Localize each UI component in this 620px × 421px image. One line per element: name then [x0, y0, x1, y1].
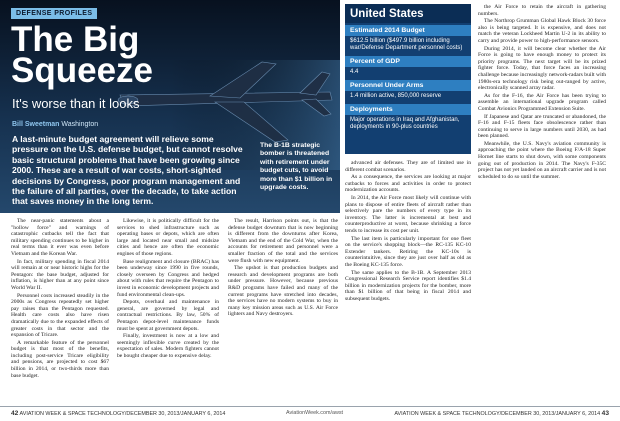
article-title — [11, 20, 153, 90]
body-column-4 — [345, 160, 471, 404]
paragraph: In fact, military spending in fiscal 2014 will remain at or near historic highs for the Pentagon: the base budget, adjusted for inflation, is higher than at any point since World War II. — [11, 258, 109, 291]
footer-left-text: AVIATION WEEK & SPACE TECHNOLOGY/DECEMBER 30, 2013/JANUARY 6, 2014 — [19, 411, 226, 417]
page-number-right: 43 — [601, 410, 609, 417]
paragraph: The upshot is that production budgets and research and development programs are both under pressure. However, because previous R&D programs have failed and many of the current programs have stretched into decades, the services have no modern systems to buy in many key mission areas such as U.S. Air Force lighters and Navy destroyers. — [228, 265, 338, 318]
paragraph: Personnel costs increased steadily in the 2000s as Congress repeatedly set higher pay raises than the Pentagon requested. Health care costs also have risen dramatically due to the expanded effects of greater costs in that sector and the expansion of Tricare. — [11, 292, 109, 339]
body-column-1 — [11, 218, 109, 404]
fact-value-budget: $612.5 billion ($497.9 billion including war/Defense Department personnel costs) — [350, 38, 463, 51]
paragraph: In 2014, the Air Force most likely will continue with plans to dispose of entire fleets of aircraft rather than selectively pare the numbers of every type in its inventory. The latter is incremental at best and counterproductive at worst, because shrinking a force tends to increase its cost per unit. — [345, 194, 471, 234]
section-tag: DEFENSE PROFILES — [11, 8, 97, 19]
paragraph: If Japanese and Qatar are truncated or abandoned, the F-16 and F-15 fleets face obsolescence rather than continuing to serve in large numbers until 2030, as had been planned. — [478, 113, 606, 140]
fact-label-gdp: Percent of GDP — [345, 56, 471, 67]
page-footer — [0, 406, 620, 421]
fact-box-title: United States — [345, 4, 471, 23]
paragraph: the Air Force to retain the aircraft in gathering numbers. — [478, 4, 606, 17]
byline-author: Bill Sweetman — [12, 121, 60, 128]
paragraph: Base realignment and closure (BRAC) has been underway since 1990 in five rounds, closely overseen by Congress and hedged about with rules that require the Pentagon to invest in economic development projects and fund environmental clean-ups. — [117, 258, 219, 298]
body-column-3 — [228, 218, 338, 404]
paragraph: As for the F-16, the Air Force has been trying to assemble an international upgrade program called Combat Avionics Programmed Extension Suite. — [478, 92, 606, 112]
footer-left — [11, 410, 225, 417]
page-number-left: 42 — [11, 410, 19, 417]
hero-banner — [0, 0, 340, 213]
paragraph: The last item is particularly important for one fleet on the service's shopping block—the RC-135 KC-10 Extender tankers. Retiring the KC-10s is counterintuitive, since they are just over half as old as the Boeing KC-135 force. — [345, 235, 471, 268]
paragraph: As a consequence, the services are looking at major cutbacks to forces and activities in order to protect modernization accounts. — [345, 174, 471, 194]
paragraph: Depots, overhaul and maintenance in general, are governed by legal and contractual restrictions. By law, 50% of Pentagon depot-level maintenance funds must be spent at government depots. — [117, 299, 219, 332]
body-column-2 — [117, 218, 219, 404]
title-line-2: Squeeze — [11, 51, 153, 90]
article-deck: It's worse than it looks — [12, 96, 140, 111]
fact-label-personnel: Personnel Under Arms — [345, 80, 471, 91]
paragraph: A remarkable feature of the personnel budget is that most of the benefits, including post-service Tricare eligibility and pensions, are projected to cost $67 billion in 2014, or two-thirds more than base budget. — [11, 339, 109, 379]
footer-right — [394, 410, 609, 417]
byline-location: Washington — [61, 121, 99, 128]
paragraph: During 2014, it will become clear whether the Air Force is going to have enough money to protect its priority programs. The next target will be its prized fighter force. Today, that force faces an increasing challenge because increasingly network-radars built with 1980s-era technology risk being out-ranged by active, electronically scanned array radar. — [478, 45, 606, 92]
title-line-1: The Big — [11, 20, 140, 59]
article-lede: A last-minute budget agreement will relieve some pressure on the U.S. defense budget, but cannot resolve basic structural problems that have been growing since 2000. These are a result of war costs, short-sighted decisions by Congress, poor program management and the failure of all parties, over the decade, to take action that saves money in the long term. — [12, 134, 243, 207]
fact-value-personnel: 1.4 million active, 850,000 reserve — [350, 93, 442, 99]
country-fact-box — [345, 4, 471, 154]
fact-label-deployments: Deployments — [345, 104, 471, 115]
paragraph: Meanwhile, the U.S. Navy's aviation community is approaching the point where the Boeing F/A-18 Super Hornet line starts to shut down, with some components going out of production in 2014. The Navy's F-35C project has not yet landed on an aircraft carrier and is not scheduled to do so until the summer. — [478, 140, 606, 180]
paragraph: The Northrop Grumman Global Hawk Block 30 force also is being targeted. It is expensive, and does not match the veteran Lockheed Martin U-2 in its ability to carry and provide power to high-performance sensors. — [478, 18, 606, 44]
paragraph: The near-panic statements about a "hollow force" and warnings of catastrophic cutbacks tell the fact that military spending continues to be higher in real terms than it ever was even before Vietnam and the Korean War. — [11, 218, 109, 257]
photo-caption: The B-1B strategic bomber is threatened with retirement under budget cuts, to avoid more than $1 billion in upgrade costs. — [260, 142, 333, 192]
fact-label-budget: Estimated 2014 Budget — [345, 25, 471, 36]
body-column-5 — [478, 4, 606, 404]
footer-url[interactable]: AviationWeek.com/awst — [286, 410, 344, 416]
paragraph: The same applies to the B-1B. A September 2013 Congressional Research Service report identifies $1.4 billion in modernization projects for the bomber, more than $1 billion of that being in fiscal 2014 and subsequent budgets. — [345, 269, 471, 302]
fact-value-gdp: 4.4 — [350, 69, 359, 75]
paragraph: The result, Harrison points out, is that the defense budget downturn that is now beginning is different from the downturns after Korea, Vietnam and the end of the Cold War, when the accounts for retirement and personnel were a smaller fraction of the total and the services were flush with new equipment. — [228, 218, 338, 264]
paragraph: Likewise, it is politically difficult for the services to shed infrastructure such as operating bases or depots, which are often large and located near small and midsize cities and hence are often the economic engines of those regions. — [117, 218, 219, 257]
paragraph: Finally, investment is now at a low and seemingly inflexible curve created by the expectation of sales. Modern fighters cannot be bought cheaper due to expensive delay. — [117, 333, 219, 359]
fact-value-deployments: Major operations in Iraq and Afghanistan, deployments in 90-plus countries — [350, 117, 460, 130]
paragraph: advanced air defenses. They are of limited use in different combat scenarios. — [345, 160, 471, 173]
byline — [12, 121, 98, 128]
footer-right-text: AVIATION WEEK & SPACE TECHNOLOGY/DECEMBER 30, 2013/JANUARY 6, 2014 — [394, 411, 601, 417]
